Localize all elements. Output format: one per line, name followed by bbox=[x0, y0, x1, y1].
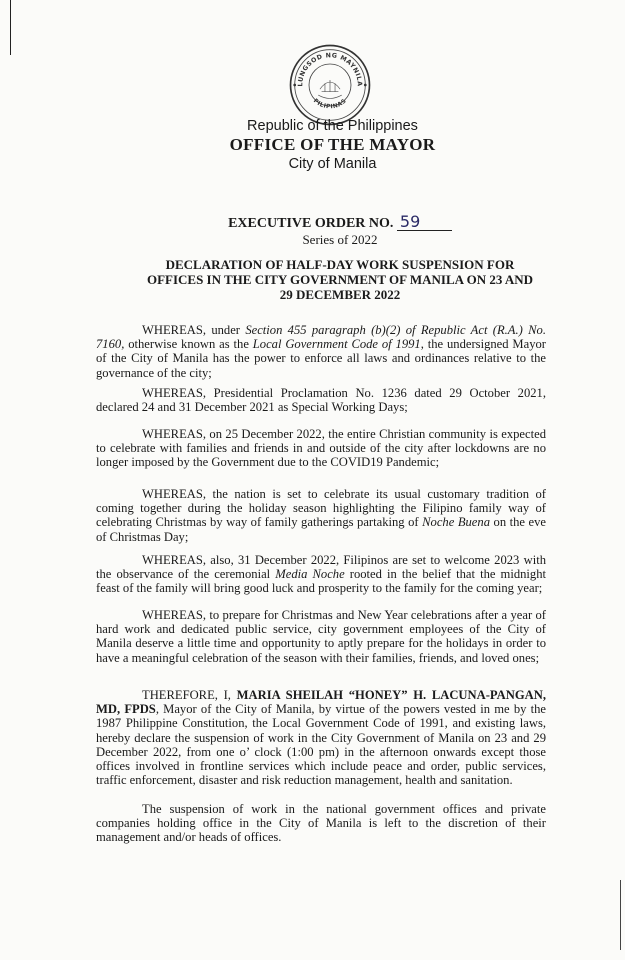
p8-text: The suspension of work in the national government offices and private companies holding office in the City of Manila is left to the discretion of their management and/or heads of offices. bbox=[96, 802, 546, 845]
title-line-1: DECLARATION OF HALF-DAY WORK SUSPENSION FOR bbox=[165, 257, 515, 272]
p7-text-c: , Mayor of the City of Manila, by virtue of the powers vested in me by the 1987 Philippine Constitution, the Local Government Code of 1991, and existing laws, hereby declare the suspension of work in the City Government of Manila on 23 and 29 December 2022, from one o’ clock (1:00 pm) in the afternoon onwards except those offices involved in frontline services which include peace and order, public services, traffic enforcement, disaster and risk reduction management, health and sanitation. bbox=[96, 702, 546, 788]
p1-code-name: Local Government Code of 1991 bbox=[252, 337, 421, 352]
seal-text-top: LUNGSOD NG MAYNILA bbox=[297, 52, 363, 87]
paragraph-suspension-note bbox=[96, 802, 546, 845]
p3-text: WHEREAS, on 25 December 2022, the entire Christian community is expected to celebrate with families and friends in and outside of the city after lockdowns are no longer imposed by the Government due to the COVID19 Pandemic; bbox=[96, 427, 546, 470]
p1-citation: Section 455 paragraph (b)(2) of Republic Act (R.A.) No. 7160, bbox=[96, 323, 546, 352]
executive-order-label: EXECUTIVE ORDER NO. bbox=[228, 216, 394, 231]
p7-mayor-name: MARIA SHEILAH “HONEY” H. LACUNA-PANGAN, MD, FPDS bbox=[96, 688, 546, 717]
letterhead bbox=[0, 118, 625, 173]
p4-text-c: on the eve of Christmas Day; bbox=[96, 515, 547, 544]
scan-edge-line bbox=[10, 0, 11, 55]
p7-text-a: THEREFORE, I, bbox=[142, 688, 237, 702]
p1-text-c: otherwise known as the bbox=[124, 337, 253, 352]
office-title: OFFICE OF THE MAYOR bbox=[229, 135, 436, 154]
city-seal bbox=[288, 43, 372, 127]
p5-text-a: WHEREAS, also, 31 December 2022, Filipinos are set to welcome 2023 with the observance of the ceremonial bbox=[96, 553, 546, 582]
executive-order-number: 59 bbox=[397, 214, 452, 231]
title-line-3: 29 DECEMBER 2022 bbox=[279, 287, 401, 302]
p5-text-c: rooted in the belief that the midnight feast of the family will bring good luck and prosperity to the family for the coming year; bbox=[96, 567, 547, 596]
executive-order-heading bbox=[0, 214, 625, 232]
p4-text-a: WHEREAS, the nation is set to celebrate its usual customary tradition of coming together during the holiday season highlighting the Filipino family way of celebrating Christmas by way of family gatherings partaking of bbox=[96, 487, 546, 530]
seal-text-bottom: PILIPINAS bbox=[311, 98, 349, 111]
svg-text:PILIPINAS bbox=[312, 98, 348, 110]
order-title bbox=[120, 257, 560, 302]
republic-line: Republic of the Philippines bbox=[247, 118, 418, 134]
p2-text: WHEREAS, Presidential Proclamation No. 1236 dated 29 October 2021, declared 24 and 31 December 2021 as Special Working Days; bbox=[96, 386, 546, 415]
paragraph-whereas-4 bbox=[96, 487, 546, 544]
p4-noche-buena: Noche Buena bbox=[422, 515, 490, 530]
title-line-2: OFFICES IN THE CITY GOVERNMENT OF MANILA ON 23 AND bbox=[146, 272, 534, 287]
p6-text: WHEREAS, to prepare for Christmas and New Year celebrations after a year of hard work and dedicated public service, city government employees of the City of Manila deserve a little time and opportunity to aptly prepare for the holidays in order to have a meaningful celebration of the season with their families, friends, and loved ones; bbox=[96, 608, 546, 665]
paragraph-therefore bbox=[96, 688, 546, 787]
p1-text-e: , the undersigned Mayor of the City of Manila has the power to enforce all laws and ordinances relative to the governance of the city; bbox=[96, 337, 546, 380]
city-line: City of Manila bbox=[288, 156, 377, 172]
paragraph-whereas-5 bbox=[96, 553, 546, 596]
paragraph-whereas-1 bbox=[96, 323, 546, 380]
paragraph-whereas-6 bbox=[96, 608, 546, 665]
scan-edge-line-right bbox=[620, 880, 621, 950]
paragraph-whereas-3 bbox=[96, 427, 546, 470]
series-line: Series of 2022 bbox=[302, 232, 378, 247]
p1-text-a: WHEREAS, under bbox=[142, 323, 246, 337]
p5-media-noche: Media Noche bbox=[275, 567, 345, 582]
paragraph-whereas-2 bbox=[96, 386, 546, 414]
